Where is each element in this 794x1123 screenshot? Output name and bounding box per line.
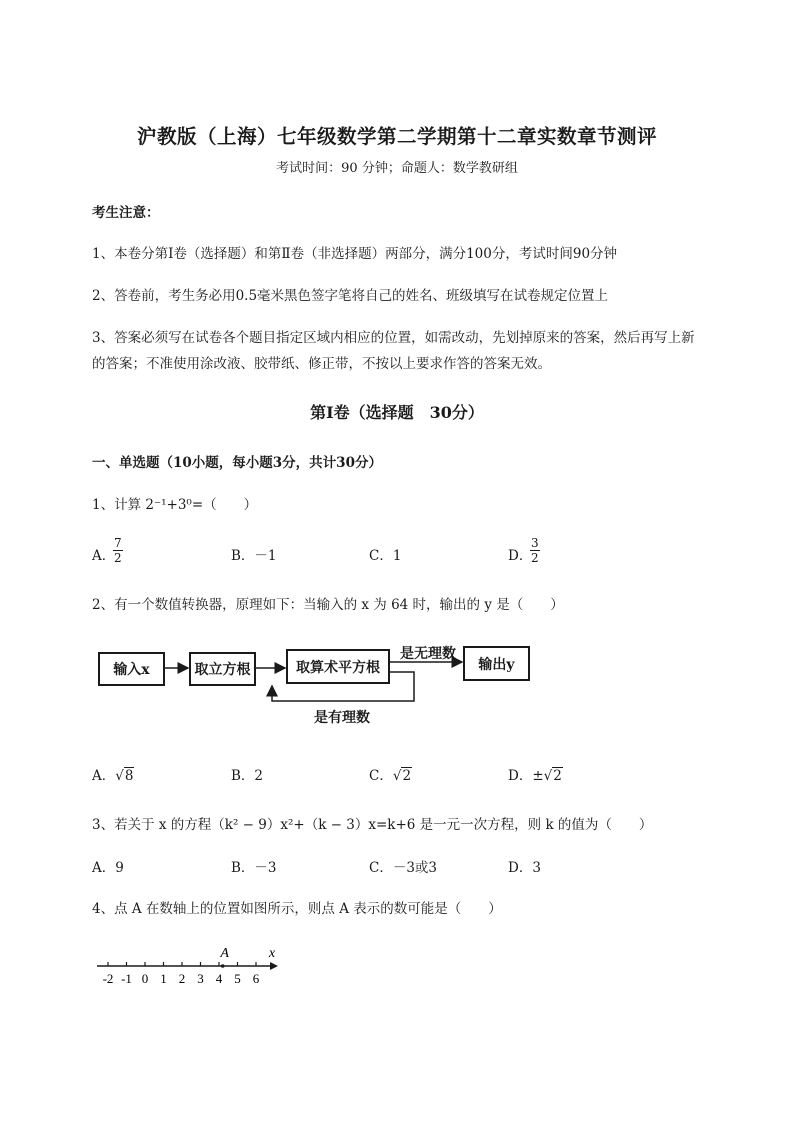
q1-option-d-label: D． (508, 548, 533, 564)
q2-option-b: B．2 (231, 768, 264, 784)
box-input-x: 输入x (98, 652, 165, 686)
exam-info: 考试时间：90 分钟；命题人：数学教研组 (276, 161, 518, 176)
q1-a-denominator: 2 (114, 551, 122, 565)
notice-heading: 考生注意： (92, 205, 160, 221)
notice-item-3-cont: 的答案；不准使用涂改液、胶带纸、修正带，不按以上要求作答的答案无效。 (92, 356, 551, 372)
q2-d-radicand: 2 (553, 768, 562, 784)
number-line-tick-label: 0 (141, 971, 149, 986)
notice-item-3: 3、答案必须写在试卷各个题目指定区域内相应的位置，如需改动，先划掉原来的答案，然后再写上新 (92, 330, 695, 346)
label-rational: 是有理数 (314, 710, 370, 726)
number-line-tick-label: 2 (178, 971, 186, 986)
point-a-label: A (220, 946, 229, 961)
section-title: 第Ⅰ卷（选择题 30分） (310, 403, 484, 422)
point-a-marker (221, 964, 225, 968)
q2-option-d-label: D．± (508, 768, 544, 784)
question-1-stem: 1、计算 2⁻¹+3⁰=（ ） (92, 497, 258, 513)
sqrt-symbol: √ (392, 768, 402, 784)
q3-option-a: A．9 (92, 860, 124, 876)
sqrt-symbol: √ (115, 768, 124, 784)
number-line-tick-label: -2 (102, 971, 114, 986)
q1-d-numerator: 3 (531, 536, 539, 550)
group-title: 一、单选题（10小题，每小题3分，共计30分） (92, 455, 382, 471)
q3-option-c: C．－3或3 (369, 860, 438, 876)
q2-option-c-label: C． (369, 768, 393, 784)
box-square-root: 取算术平方根 (286, 649, 390, 684)
question-3-stem: 3、若关于 x 的方程（k² − 9）x²+（k − 3）x=k+6 是一元一次方程，则 k 的值为（ ） (92, 817, 653, 833)
number-line-tick-label: 5 (234, 971, 241, 986)
number-line-arrow (270, 962, 278, 970)
q1-d-denominator: 2 (531, 551, 539, 565)
q3-option-b: B．－3 (231, 860, 277, 876)
number-line-tick-label: 3 (197, 971, 204, 986)
label-irrational: 是无理数 (400, 646, 456, 662)
axis-label-x: x (268, 946, 276, 961)
box-cube-root: 取立方根 (189, 652, 256, 686)
q2-a-radicand: 8 (124, 768, 134, 784)
q2-c-radicand: 2 (402, 768, 412, 784)
question-4-stem: 4、点 A 在数轴上的位置如图所示，则点 A 表示的数可能是（ ） (92, 901, 502, 917)
q1-option-b: B．－1 (231, 548, 277, 564)
number-line-tick-label: -1 (121, 971, 132, 986)
number-line-tick-label: 4 (215, 971, 223, 986)
number-line-tick-label: 6 (252, 971, 260, 986)
number-line-tick-label: 1 (160, 971, 167, 986)
q1-a-numerator: 7 (114, 536, 122, 550)
q2-option-a-label: A． (92, 768, 116, 784)
q3-option-d: D．3 (508, 860, 541, 876)
page-title: 沪教版（上海）七年级数学第二学期第十二章实数章节测评 (136, 125, 657, 148)
q1-option-a-label: A． (92, 548, 116, 564)
q1-option-c: C．1 (369, 548, 402, 564)
box-output-y: 输出y (463, 646, 530, 681)
notice-item-1: 1、本卷分第Ⅰ卷（选择题）和第Ⅱ卷（非选择题）两部分，满分100分，考试时间90分钟 (92, 246, 618, 262)
notice-item-2: 2、答卷前，考生务必用0.5毫米黑色签字笔将自己的姓名、班级填写在试卷规定位置上 (92, 288, 609, 304)
question-2-stem: 2、有一个数值转换器，原理如下：当输入的 x 为 64 时，输出的 y 是（ ） (92, 597, 564, 613)
sqrt-symbol: √ (543, 768, 553, 784)
